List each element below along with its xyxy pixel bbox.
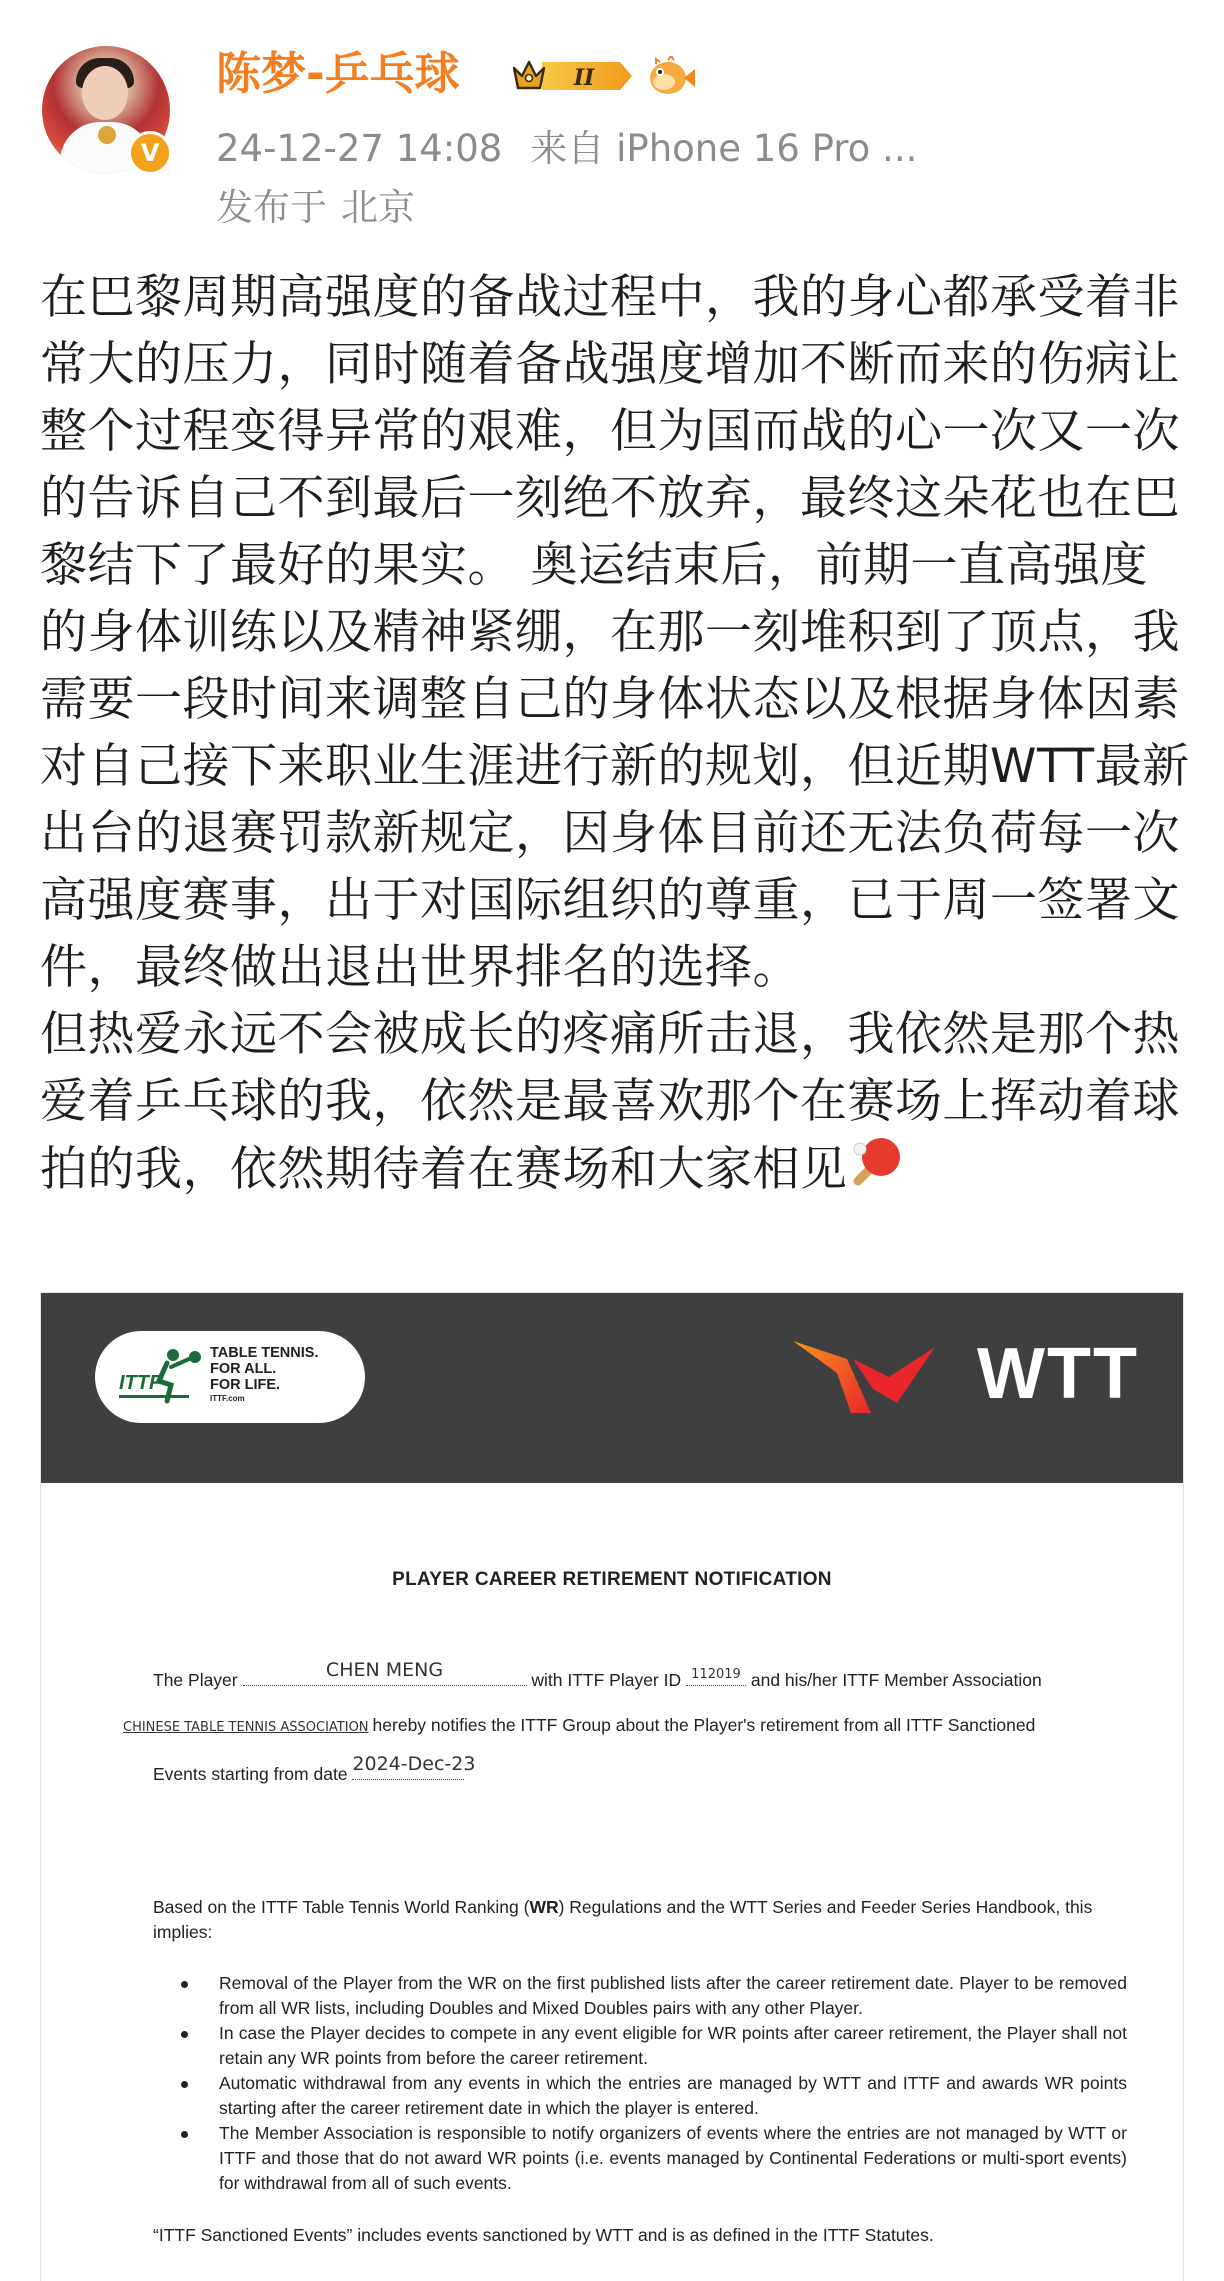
player-name: CHEN MENG — [325, 1659, 444, 1681]
player-id-field — [686, 1665, 746, 1686]
post-image-attachment[interactable] — [40, 1292, 1184, 2281]
line1-prefix: The Player — [153, 1670, 238, 1690]
ittf-tagline — [210, 1345, 318, 1405]
retirement-date-field — [352, 1753, 476, 1780]
location-name[interactable]: 北京 — [341, 186, 415, 229]
doc-bullet-list — [153, 1971, 1127, 2196]
post-location — [216, 184, 415, 232]
doc-bullet: Automatic withdrawal from any events in which the entries are managed by WTT and ITTF and awards WR points starting after the career retirement date in which the player is entered. — [153, 2071, 1127, 2121]
post-body — [40, 264, 1190, 1203]
line3-prefix: Events starting from date — [153, 1764, 348, 1784]
author-name[interactable]: 陈梦-乒乓球 — [216, 47, 460, 100]
vip-crown-badge-icon[interactable] — [512, 56, 634, 96]
para-part2: ) Regulations and the WTT Series and Feeder Series Handbook, this implies: — [153, 1897, 1093, 1942]
wtt-logo-icon — [793, 1329, 935, 1419]
verified-badge-icon: V — [128, 131, 172, 175]
post-paragraph: 在巴黎周期高强度的备战过程中，我的身心都承受着非常大的压力，同时随着备战强度增加不断而来的伤病让整个过程变得异常的艰难，但为国而战的心一次又一次的告诉自己不到最后一刻绝不放弃，最终这朵花也在巴黎结下了最好的果实。 奥运结束后，前期一直高强度的身体训练以及精神紧绷，在那一刻堆积到了顶点，我需要一段时间来调整自己的身体状态以及根据身体因素对自己接下来职业生涯进行新的规划，但近期WTT最新出台的退赛罚款新规定，因身体目前还无法负荷每一次高强度赛事，出于对国际组织的尊重，已于周一签署文件，最终做出退出世界排名的选择。 — [40, 270, 1190, 995]
doc-bullet: Removal of the Player from the WR on the first published lists after the career retirement date. Player to be removed from all WR lists, including Doubles and Mixed Doubles pairs with any other Player. — [153, 1971, 1127, 2021]
tagline-line-1: TABLE TENNIS. — [210, 1345, 319, 1361]
ittf-logo — [95, 1331, 365, 1423]
line1-suffix: and his/her ITTF Member Association — [750, 1670, 1042, 1690]
ping-pong-paddle-icon — [848, 1135, 904, 1191]
tagline-line-2: FOR ALL. — [210, 1361, 277, 1377]
location-prefix: 发布于 — [216, 186, 327, 229]
para-part1: Based on the ITTF Table Tennis World Ranking ( — [153, 1897, 530, 1917]
level-badge-text: II — [573, 65, 595, 91]
tagline-line-3: FOR LIFE. — [210, 1377, 281, 1393]
doc-line-player — [153, 1659, 1042, 1691]
doc-bullet: The Member Association is responsible to notify organizers of events where the entries are not managed by WTT or ITTF and those that do not award WR points (i.e. events managed by Continental Federations or multi-sport events) for withdrawal from all of such events. — [153, 2121, 1127, 2196]
post-meta — [216, 125, 917, 173]
para-bold: WR — [529, 1897, 559, 1917]
avatar-face — [82, 66, 128, 120]
doc-line-date — [153, 1753, 476, 1785]
post-paragraph-last — [40, 1001, 1190, 1203]
document-title: PLAYER CAREER RETIREMENT NOTIFICATION — [392, 1569, 832, 1590]
doc-paragraph — [153, 1895, 1127, 1945]
post-paragraph-text: 但热爱永远不会被成长的疼痛所击退，我依然是那个热爱着乒乓球的我，依然是最喜欢那个在赛场上挥动着球拍的我，依然期待着在赛场和大家相见 — [40, 1007, 1180, 1197]
line1-middle: with ITTF Player ID — [531, 1670, 682, 1690]
line2-text: hereby notifies the ITTF Group about the Player's retirement from all ITTF Sanctioned — [372, 1715, 1036, 1735]
doc-footer-note: “ITTF Sanctioned Events” includes events sanctioned by WTT and is as defined in the ITTF Statutes. — [153, 2225, 934, 2245]
association-name: CHINESE TABLE TENNIS ASSOCIATION — [123, 1720, 369, 1735]
wtt-logo-text: WTT — [977, 1334, 1139, 1414]
avatar-medal — [98, 126, 116, 144]
post-source[interactable]: 来自 iPhone 16 Pro ... — [530, 127, 918, 170]
ittf-player-icon — [115, 1345, 205, 1409]
doc-bullet: In case the Player decides to compete in any event eligible for WR points after career retirement, the Player shall not retain any WR points from before the career retirement. — [153, 2021, 1127, 2071]
pufferfish-emoji-icon — [646, 56, 696, 98]
ittf-url: ITTF.com — [210, 1394, 245, 1403]
player-name-field — [243, 1659, 527, 1686]
document-header — [41, 1293, 1183, 1483]
doc-line-association — [123, 1715, 1035, 1736]
player-id: 112019 — [691, 1667, 741, 1682]
retirement-date: 2024-Dec-23 — [352, 1753, 476, 1775]
post-datetime: 24-12-27 14:08 — [216, 127, 503, 170]
svg-text:ITTF: ITTF — [119, 1372, 162, 1394]
